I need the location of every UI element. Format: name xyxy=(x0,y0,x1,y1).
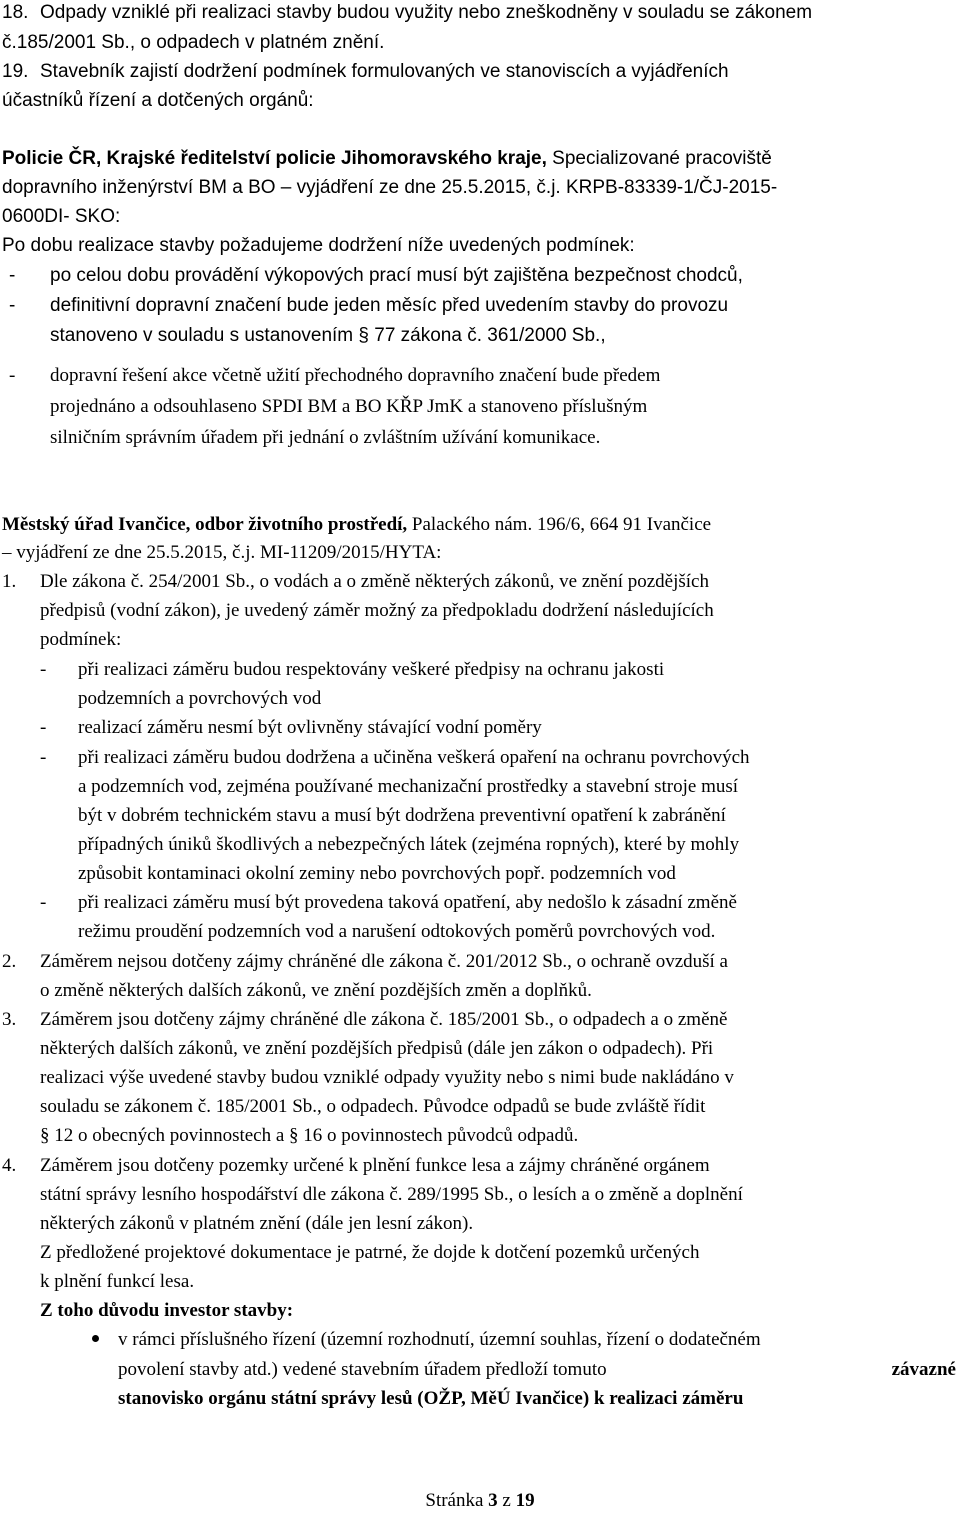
footer-page-total: 19 xyxy=(515,1490,535,1511)
mesto-sub-2-line-1: realizací záměru nesmí být ovlivněny stávající vodní poměry xyxy=(78,717,542,738)
police-item-3-line-3: silničním správním úřadem při jednání o zvláštním užívání komunikace. xyxy=(50,427,601,448)
police-intro: Po dobu realizace stavby požadujeme dodržení níže uvedených podmínek: xyxy=(2,235,635,256)
mesto-sub-2-marker: - xyxy=(40,717,47,738)
mesto-heading xyxy=(2,515,711,534)
item-19-line-2: účastníků řízení a dotčených orgánů: xyxy=(2,90,314,111)
mesto-point-2-line-1: Záměrem nejsou dotčeny zájmy chráněné dle zákona č. 201/2012 Sb., o ochraně ovzduší a xyxy=(40,951,728,972)
mesto-point-3-line-1: Záměrem jsou dotčeny zájmy chráněné dle zákona č. 185/2001 Sb., o odpadech a o změně xyxy=(40,1009,728,1030)
mesto-point-3-line-4: souladu se zákonem č. 185/2001 Sb., o odpadech. Původce odpadů se bude zvláště řídit xyxy=(40,1096,706,1117)
mesto-line-2: – vyjádření ze dne 25.5.2015, č.j. MI-11209/2015/HYTA: xyxy=(2,542,442,563)
mesto-point-1-line-1: Dle zákona č. 254/2001 Sb., o vodách a o změně některých zákonů, ve znění pozdějších xyxy=(40,571,709,592)
footer-page-number: 3 xyxy=(488,1490,498,1511)
bullet-line-3: stanovisko orgánu státní správy lesů (OŽP, MěÚ Ivančice) k realizaci záměru xyxy=(118,1388,744,1409)
mesto-point-1-number: 1. xyxy=(2,571,17,592)
mesto-point-4-number: 4. xyxy=(2,1155,17,1176)
bullet-line-2-bold: závazné xyxy=(891,1359,956,1380)
mesto-sub-4-marker: - xyxy=(40,892,47,913)
mesto-sub-3-marker: - xyxy=(40,747,47,768)
police-line-3: 0600DI- SKO: xyxy=(2,206,121,227)
mesto-point-2-line-2: o změně některých dalších zákonů, ve znění pozdějších změn a doplňků. xyxy=(40,980,592,1001)
police-item-2-marker: - xyxy=(9,295,16,316)
mesto-heading-rest: Palackého nám. 196/6, 664 91 Ivančice xyxy=(407,514,712,535)
mesto-sub-4-line-2: režimu proudění podzemních vod a narušení odtokových poměrů povrchových vod. xyxy=(78,921,716,942)
police-heading-rest: Specializované pracoviště xyxy=(546,148,772,169)
mesto-point-1-line-2: předpisů (vodní zákon), je uvedený záměr možný za předpokladu dodržení následujících xyxy=(40,600,714,621)
item-19-line-1 xyxy=(40,62,956,81)
bullet-dot-icon xyxy=(92,1335,99,1342)
mesto-sub-1-line-1: při realizaci záměru budou respektovány veškeré předpisy na ochranu jakosti xyxy=(78,659,665,680)
mesto-sub-1-line-2: podzemních a povrchových vod xyxy=(78,688,322,709)
item-19-number: 19. xyxy=(2,61,29,82)
police-heading xyxy=(2,149,772,168)
mesto-sub-4-line-1: při realizaci záměru musí být provedena taková opatření, aby nedošlo k zásadní změně xyxy=(78,892,737,913)
mesto-point-4-line-2: státní správy lesního hospodářství dle zákona č. 289/1995 Sb., o lesích a o změně a doplnění xyxy=(40,1184,743,1205)
page-footer xyxy=(0,1491,960,1510)
mesto-point-4-extra-line-2: k plnění funkcí lesa. xyxy=(40,1271,195,1292)
footer-middle: z xyxy=(497,1490,516,1511)
police-item-1-marker: - xyxy=(9,265,16,286)
police-line-2: dopravního inženýrství BM a BO – vyjádření ze dne 25.5.2015, č.j. KRPB-83339-1/ČJ-2015- xyxy=(2,177,778,198)
footer-prefix: Stránka xyxy=(425,1490,489,1511)
mesto-point-3-line-3: realizaci výše uvedené stavby budou vzniklé odpady využity nebo s nimi bude nakládáno v xyxy=(40,1067,734,1088)
mesto-point-4-subheading: Z toho důvodu investor stavby: xyxy=(40,1300,294,1321)
police-item-3-line-2: projednáno a odsouhlaseno SPDI BM a BO KŘP JmK a stanoveno příslušným xyxy=(50,396,648,417)
mesto-sub-1-marker: - xyxy=(40,659,47,680)
mesto-sub-3-line-1: při realizaci záměru budou dodržena a učiněna veškerá opaření na ochranu povrchových xyxy=(78,747,750,768)
police-item-1-line-1: po celou dobu provádění výkopových prací musí být zajištěna bezpečnost chodců, xyxy=(50,265,743,286)
bullet-line-2-normal: povolení stavby atd.) vedené stavebním úřadem předloží tomuto xyxy=(118,1359,607,1380)
mesto-sub-3-line-2: a podzemních vod, zejména používané mechanizační prostředky a stavební stroje musí xyxy=(78,776,739,797)
item-18-line-1: Odpady vzniklé při realizaci stavby budou využity nebo zneškodněny v souladu se zákonem xyxy=(40,2,813,23)
police-item-3-marker: - xyxy=(9,365,16,386)
mesto-point-3-line-5: § 12 o obecných povinnostech a § 16 o povinnostech původců odpadů. xyxy=(40,1125,579,1146)
mesto-point-4-line-1: Záměrem jsou dotčeny pozemky určené k plnění funkce lesa a zájmy chráněné orgánem xyxy=(40,1155,710,1176)
mesto-sub-3-line-4: případných úniků škodlivých a nebezpečných látek (zejména ropných), které by mohly xyxy=(78,834,740,855)
mesto-point-4-line-3: některých zákonů v platném znění (dále jen lesní zákon). xyxy=(40,1213,474,1234)
mesto-point-3-line-2: některých dalších zákonů, ve znění pozdějších předpisů (dále jen zákon o odpadech). Při xyxy=(40,1038,714,1059)
police-item-2-line-1 xyxy=(50,296,956,315)
item-18-number: 18. xyxy=(2,2,29,23)
police-item-3-line-1: dopravní řešení akce včetně užití přechodného dopravního značení bude předem xyxy=(50,365,661,386)
mesto-sub-3-line-3: být v dobrém technickém stavu a musí být dodržena preventivní opatření k zabránění xyxy=(78,805,726,826)
mesto-point-4-extra-line-1: Z předložené projektové dokumentace je patrné, že dojde k dotčení pozemků určených xyxy=(40,1242,700,1263)
mesto-point-3-number: 3. xyxy=(2,1009,17,1030)
item-18-line-2: č.185/2001 Sb., o odpadech v platném znění. xyxy=(2,32,385,53)
mesto-heading-bold: Městský úřad Ivančice, odbor životního prostředí, xyxy=(2,514,408,535)
mesto-sub-3-line-5: způsobit kontaminaci okolní zeminy nebo povrchových popř. podzemních vod xyxy=(78,863,676,884)
bullet-line-2 xyxy=(118,1360,956,1379)
police-heading-bold: Policie ČR, Krajské ředitelství policie Jihomoravského kraje, xyxy=(2,148,547,169)
item-19-line-1-text: Stavebník zajistí dodržení podmínek formulovaných ve stanoviscích a vyjádřeních xyxy=(40,61,729,82)
mesto-point-2-number: 2. xyxy=(2,951,17,972)
bullet-line-1: v rámci příslušného řízení (územní rozhodnutí, územní souhlas, řízení o dodatečném xyxy=(118,1329,761,1350)
mesto-point-1-line-3: podmínek: xyxy=(40,629,122,650)
police-item-2-line-1-text: definitivní dopravní značení bude jeden měsíc před uvedením stavby do provozu xyxy=(50,295,729,316)
police-item-2-line-2: stanoveno v souladu s ustanovením § 77 zákona č. 361/2000 Sb., xyxy=(50,325,606,346)
